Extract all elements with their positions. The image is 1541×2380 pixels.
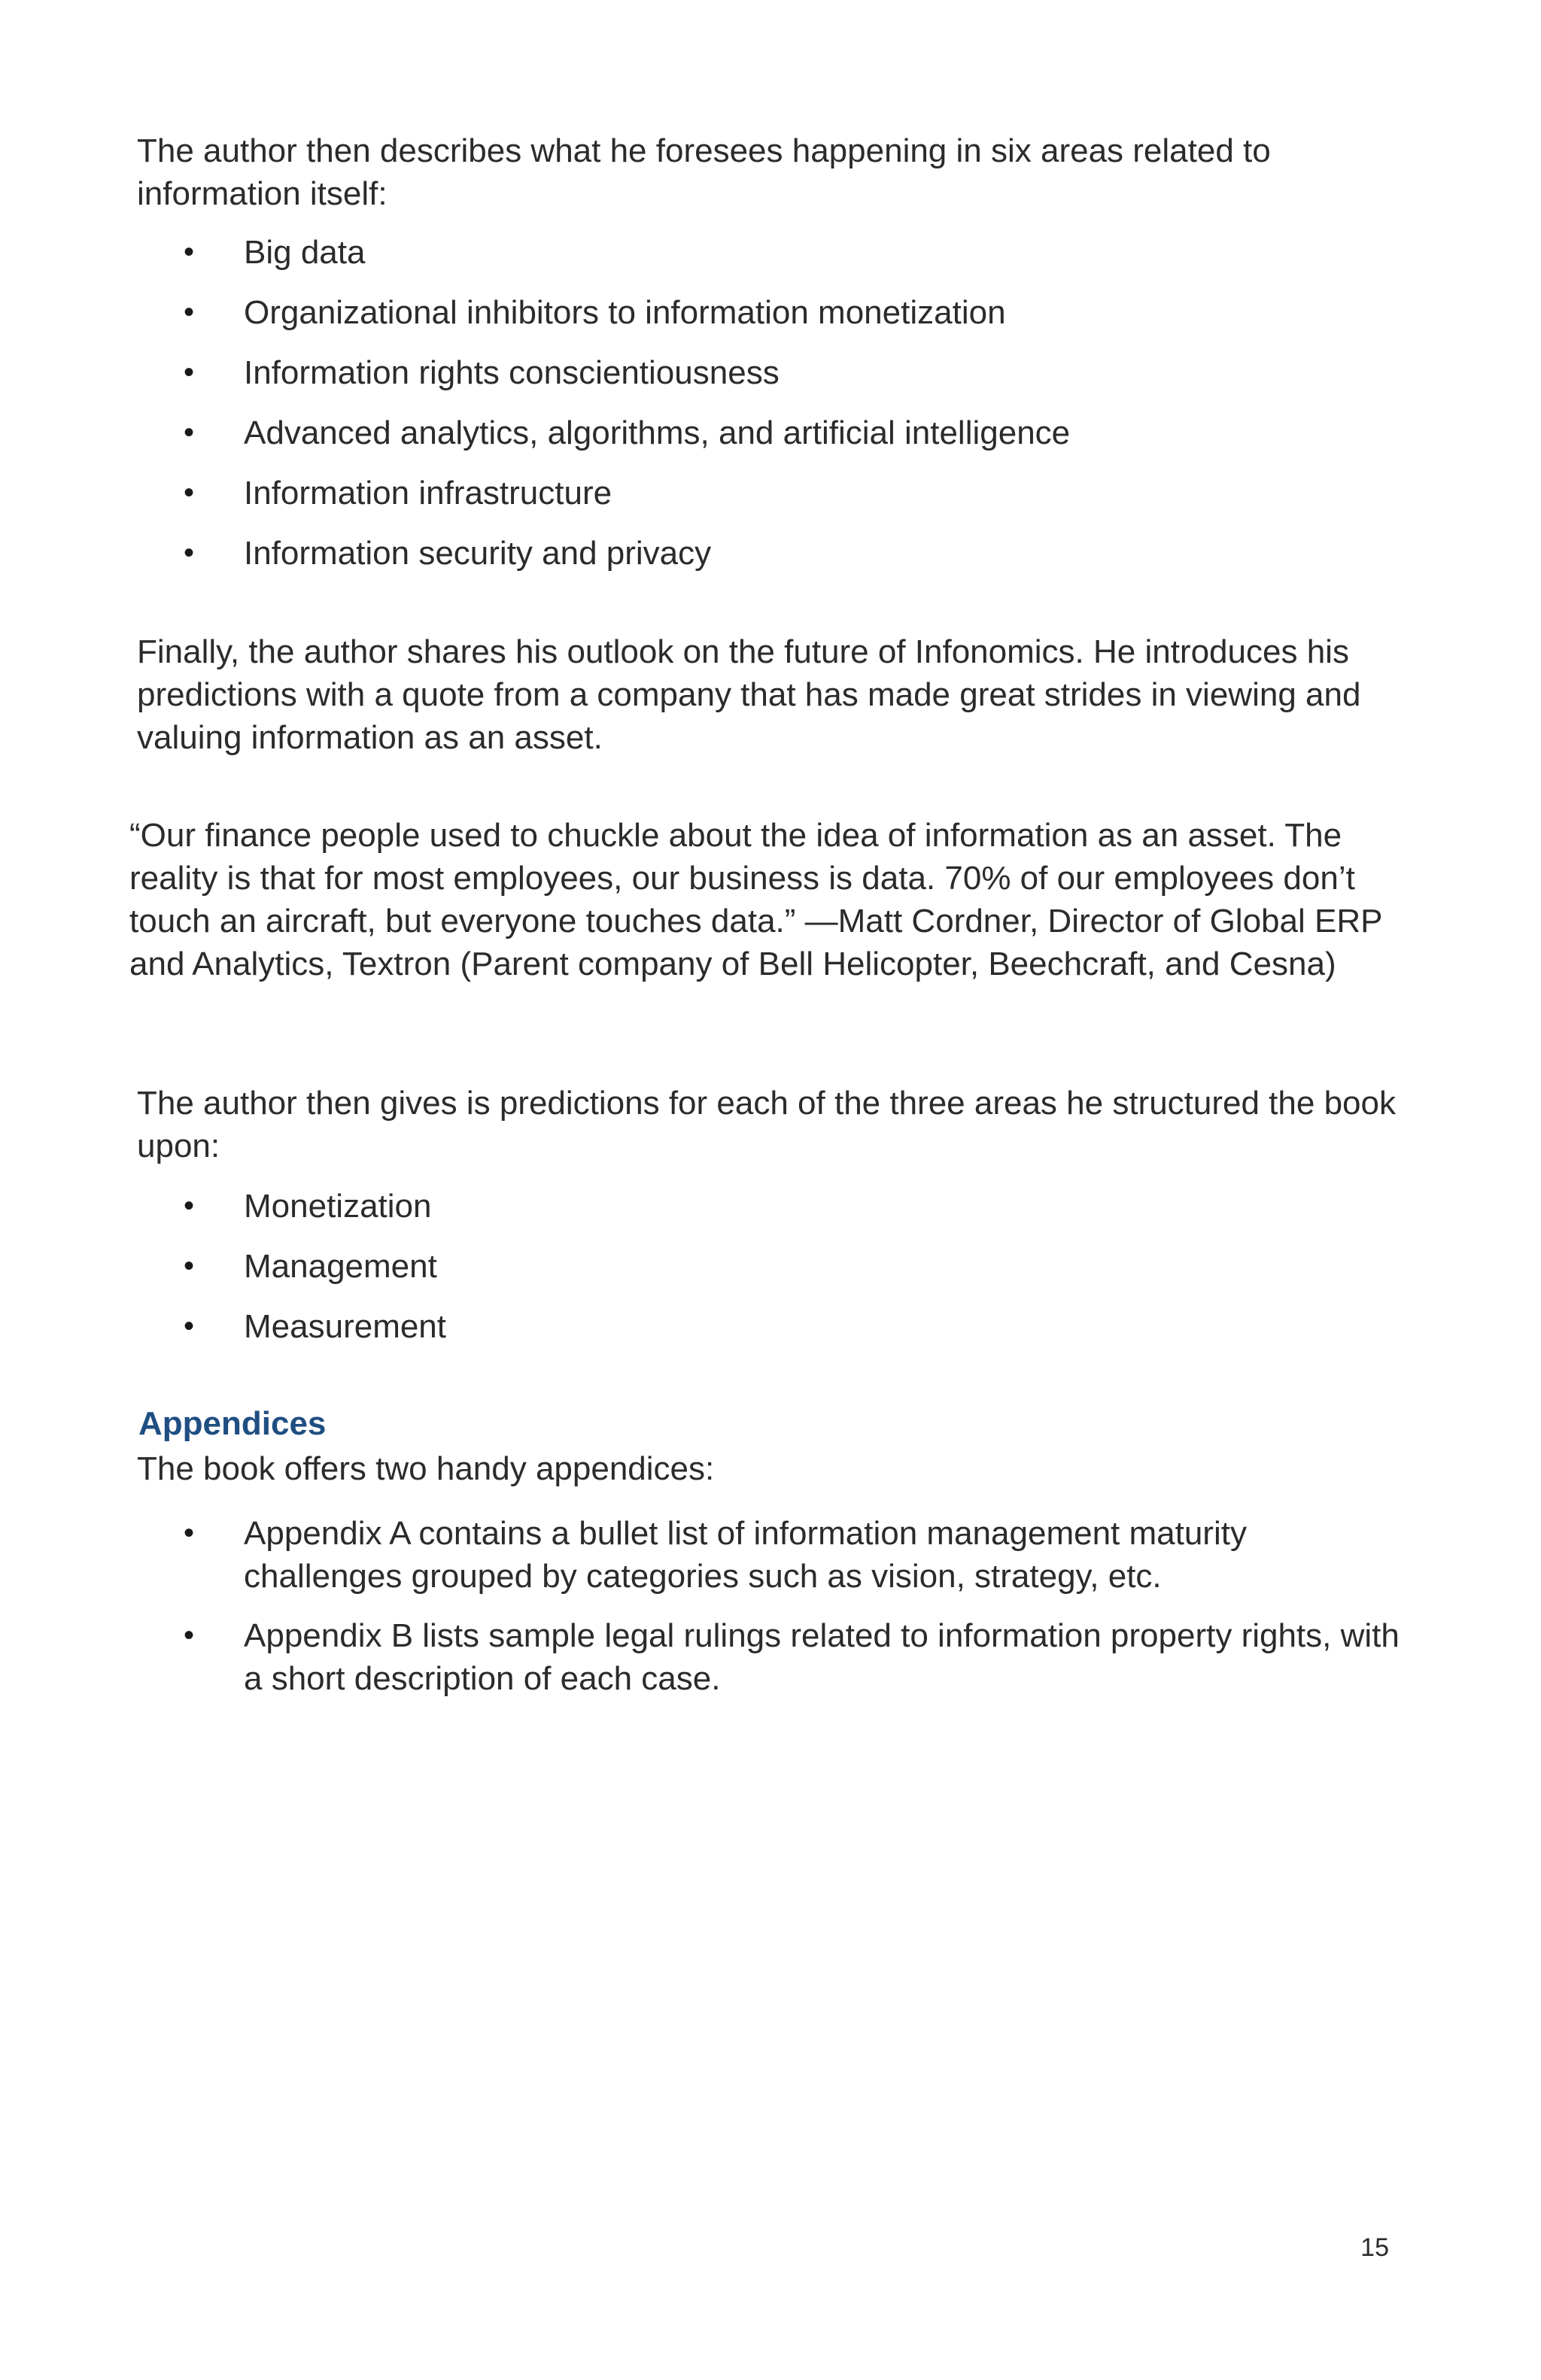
- predictions-intro: The author then gives is predictions for each of the three areas he structured the book upon:: [137, 1085, 1396, 1164]
- blockquote: “Our finance people used to chuckle about the idea of information as an asset. The reality is that for most employees, our business is data. 70% of our employees don’t touch an aircraft, but everyone touches data.” —Matt Cordner, Director of Global ERP and Analytics, Textron (Parent company of Bell Helicopter, Beechcraft, and Cesna): [129, 817, 1382, 982]
- list-item: • Advanced analytics, algorithms, and artificial intelligence: [137, 411, 1416, 454]
- list-item: • Measurement: [137, 1305, 1416, 1348]
- bullet-icon: •: [184, 296, 195, 329]
- bullet-icon: •: [184, 416, 195, 449]
- six-areas-intro: The author then describes what he foresees happening in six areas related to information itself:: [137, 132, 1271, 212]
- finally-paragraph: Finally, the author shares his outlook on the future of Infonomics. He introduces his predictions with a quote from a company that has made great strides in viewing and valuing information as an asset.: [137, 633, 1361, 756]
- three-areas-list: [137, 1185, 1416, 1348]
- list-item: • Appendix A contains a bullet list of information management maturity challenges grouped by categories such as vision, strategy, etc.: [137, 1512, 1416, 1598]
- page-number: 15: [1360, 2233, 1389, 2262]
- list-item: • Information security and privacy: [137, 532, 1416, 575]
- list-item: • Information rights conscientiousness: [137, 351, 1416, 394]
- bullet-icon: •: [184, 1619, 195, 1652]
- list-item: • Management: [137, 1245, 1416, 1288]
- bullet-icon: •: [184, 356, 195, 389]
- bullet-icon: •: [184, 1310, 195, 1343]
- bullet-icon: •: [184, 536, 195, 569]
- appendices-list: [137, 1512, 1416, 1700]
- list-item: • Organizational inhibitors to information monetization: [137, 291, 1416, 334]
- list-item: • Monetization: [137, 1185, 1416, 1228]
- appendices-heading: Appendices: [138, 1405, 327, 1442]
- list-item: • Big data: [137, 231, 1416, 274]
- list-item: • Information infrastructure: [137, 472, 1416, 515]
- appendices-intro: The book offers two handy appendices:: [137, 1450, 715, 1487]
- bullet-icon: •: [184, 476, 195, 509]
- six-areas-list: [137, 231, 1416, 575]
- list-item: • Appendix B lists sample legal rulings related to information property rights, with a short description of each case.: [137, 1614, 1416, 1700]
- bullet-icon: •: [184, 235, 195, 269]
- bullet-icon: •: [184, 1516, 195, 1550]
- bullet-icon: •: [184, 1189, 195, 1222]
- bullet-icon: •: [184, 1249, 195, 1283]
